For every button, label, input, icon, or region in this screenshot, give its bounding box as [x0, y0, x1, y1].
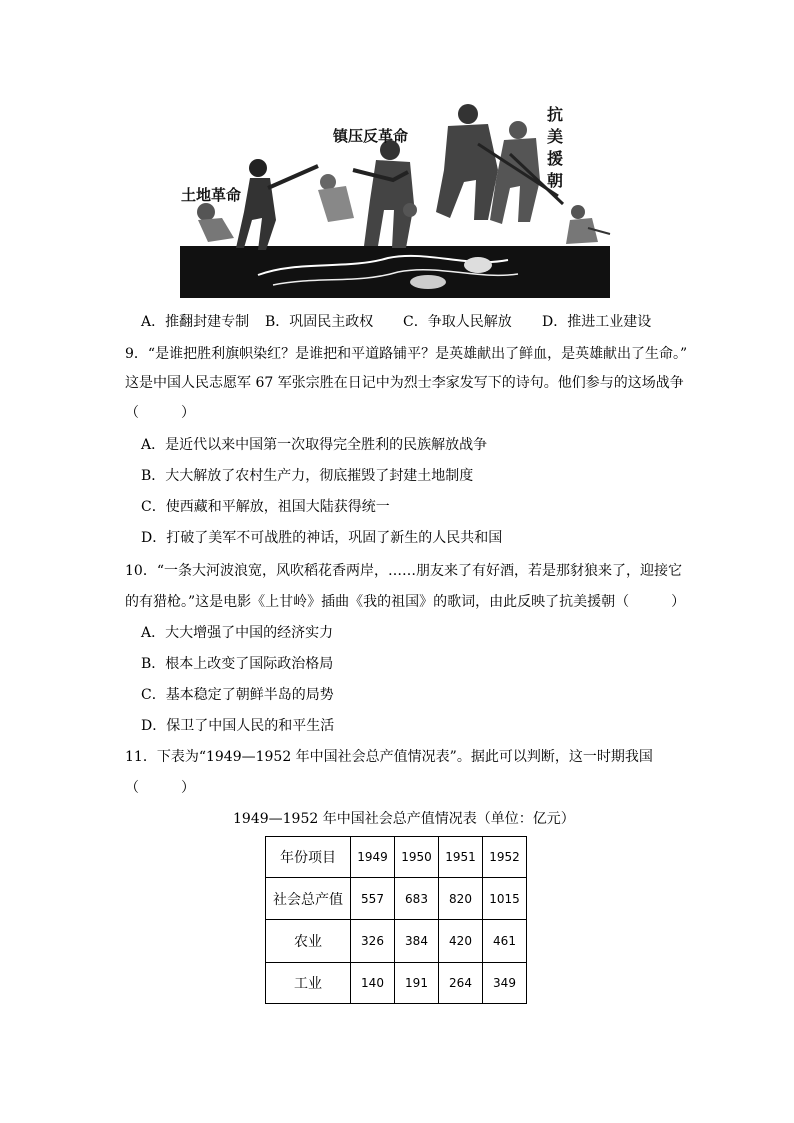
table-cell: 140: [351, 963, 395, 1004]
table-cell: 1949: [351, 837, 395, 878]
table-row: [266, 920, 527, 963]
table-cell: 191: [395, 963, 439, 1004]
table-cell: 461: [483, 920, 527, 963]
table-cell: 820: [439, 878, 483, 920]
q10-option-d[interactable]: D．保卫了中国人民的和平生活: [141, 718, 335, 734]
table-cell: 349: [483, 963, 527, 1004]
q8-option-a[interactable]: A．推翻封建专制: [141, 314, 250, 330]
q8-option-b[interactable]: B．巩固民主政权: [265, 314, 374, 330]
q8-option-c[interactable]: C．争取人民解放: [403, 314, 512, 330]
q9-option-a[interactable]: A．是近代以来中国第一次取得完全胜利的民族解放战争: [141, 437, 488, 453]
q9-option-d[interactable]: D．打破了美军不可战胜的神话，巩固了新生的人民共和国: [141, 530, 503, 546]
table-row: [266, 963, 527, 1004]
q8-options: [141, 312, 651, 332]
table-cell: 1952: [483, 837, 527, 878]
table-cell: 683: [395, 878, 439, 920]
table-cell: 1950: [395, 837, 439, 878]
q11-answer-paren: （ ）: [125, 780, 195, 796]
q9-option-b[interactable]: B．大大解放了农村生产力，彻底摧毁了封建土地制度: [141, 468, 474, 484]
q10-option-b[interactable]: B．根本上改变了国际政治格局: [141, 656, 334, 672]
caption-land-reform: 土地革命: [181, 186, 242, 204]
table-cell: 农业: [266, 920, 351, 963]
q9-stem-line2: 这是中国人民志愿军 67 军张宗胜在日记中为烈士李家发写下的诗句。他们参与的这场战争: [125, 375, 684, 391]
q10-stem-line2: 的有猎枪。”这是电影《上甘岭》插曲《我的祖国》的歌词，由此反映了抗美援朝（ ）: [125, 594, 686, 610]
caption-suppress-counterrevolution: 镇压反革命: [333, 127, 409, 145]
table-row: [266, 878, 527, 920]
table-cell: 年份项目: [266, 837, 351, 878]
caption-resist-america: [546, 104, 564, 192]
table-cell: 264: [439, 963, 483, 1004]
table-cell: 工业: [266, 963, 351, 1004]
q10-option-a[interactable]: A．大大增强了中国的经济实力: [141, 625, 334, 641]
q10-stem-line1: 10．“一条大河波浪宽，风吹稻花香两岸，……朋友来了有好酒，若是那豺狼来了，迎接它: [125, 563, 682, 579]
caption-char: 美: [546, 127, 563, 146]
table-cell: 1951: [439, 837, 483, 878]
table-cell: 1015: [483, 878, 527, 920]
table-header-row: [266, 837, 527, 878]
table-cell: 557: [351, 878, 395, 920]
caption-char: 援: [546, 149, 563, 168]
q9-stem-line1: 9．“是谁把胜利旗帜染红？是谁把和平道路铺平？是英雄献出了鲜血，是英雄献出了生命。”: [125, 346, 688, 362]
q11-stem-line1: 11．下表为“1949—1952 年中国社会总产值情况表”。据此可以判断，这一时期我国: [125, 749, 653, 765]
q8-option-d[interactable]: D．推进工业建设: [542, 314, 652, 330]
table-cell: 420: [439, 920, 483, 963]
table-caption: 1949—1952 年中国社会总产值情况表（单位：亿元）: [233, 811, 575, 827]
q10-option-c[interactable]: C．基本稳定了朝鲜半岛的局势: [141, 687, 334, 703]
table-cell: 社会总产值: [266, 878, 351, 920]
table-cell: 326: [351, 920, 395, 963]
q9-answer-paren: （ ）: [125, 405, 195, 421]
q9-option-c[interactable]: C．使西藏和平解放，祖国大陆获得统一: [141, 499, 390, 515]
caption-char: 朝: [546, 171, 563, 190]
caption-char: 抗: [546, 105, 563, 124]
gdp-table: [265, 836, 527, 1004]
table-cell: 384: [395, 920, 439, 963]
